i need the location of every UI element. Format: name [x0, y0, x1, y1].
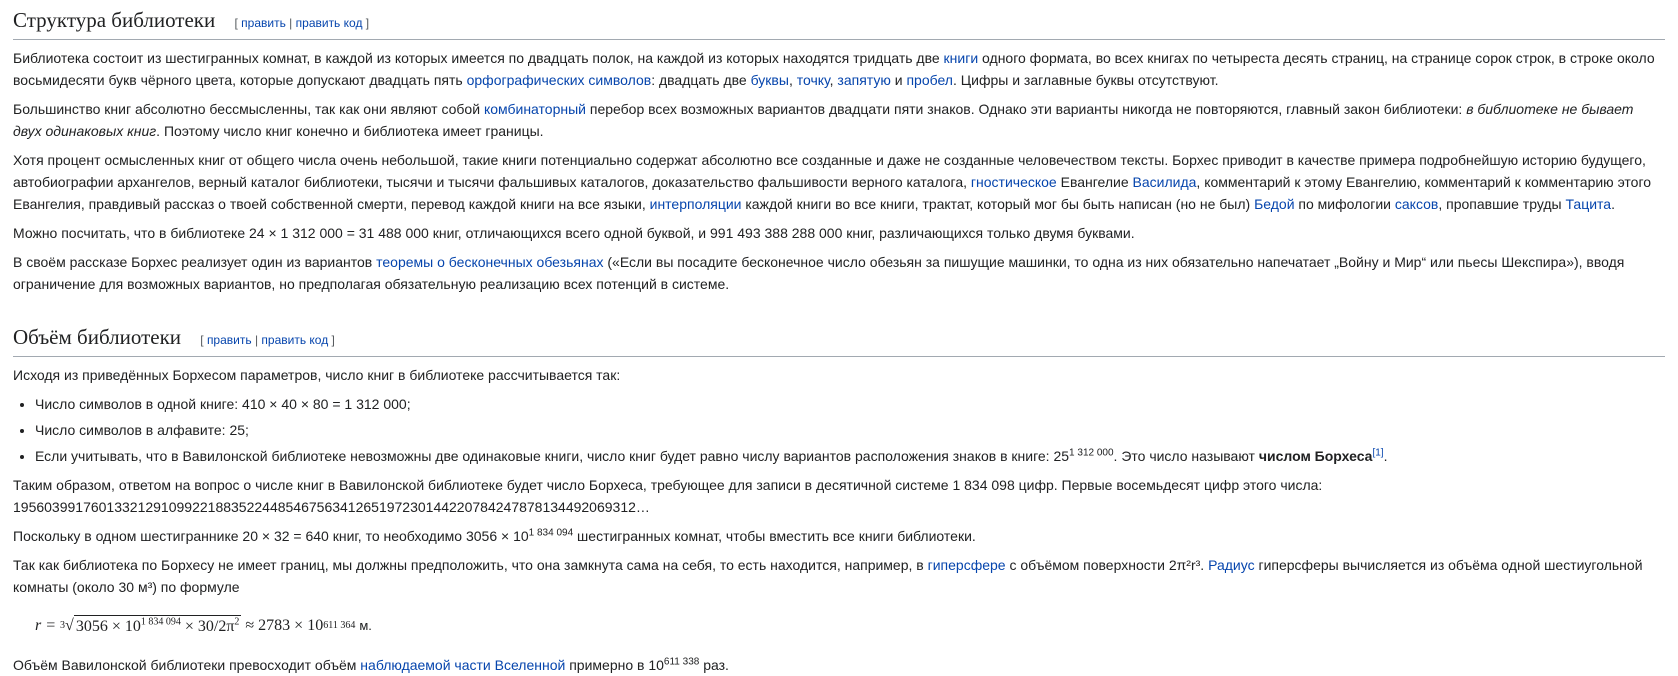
link-radius[interactable]: Радиус: [1208, 557, 1255, 573]
section-title: Структура библиотеки: [13, 8, 216, 32]
link-comma[interactable]: запятую: [837, 72, 891, 88]
text: Поскольку в одном шестиграннике 20 × 32 = 640 книг, то необходимо 3056 × 10: [13, 528, 529, 544]
text: В своём рассказе Борхес реализует один из вариантов: [13, 254, 377, 270]
text: ,: [788, 72, 797, 88]
text: , пропавшие труды: [1438, 196, 1566, 212]
radicand: [74, 615, 242, 638]
paragraph: [13, 554, 1665, 598]
edit-link[interactable]: править: [241, 16, 286, 30]
text: («Если вы посадите бесконечное число обезьян за пишущие машинки, то одна из них обязательно напечатает „Войну и Мир“ или пьесы Шекспира»), вводя ограничение для возможных вариантов, но предполагая обязательную реализацию всех потенций в системе.: [13, 254, 1625, 292]
text: 3056 × 10: [75, 617, 141, 635]
link-combinatorial[interactable]: комбинаторный: [483, 101, 586, 117]
text: перебор всех возможных вариантов двадцати пяти знаков. Однако эти варианты никогда не повторяются, главный закон библиотеки:: [585, 101, 1467, 117]
exponent: 1 834 094: [528, 527, 574, 539]
section-heading-structure: [13, 0, 1665, 40]
link-tacitus[interactable]: Тацита: [1565, 196, 1612, 212]
root-sign: √: [65, 617, 74, 634]
reference-link[interactable]: [1]: [1372, 447, 1384, 459]
section-title: Объём библиотеки: [13, 325, 182, 349]
text: Хотя процент осмысленных книг от общего числа очень небольшой, такие книги потенциально содержат абсолютно все созданные и даже не созданные человечеством тексты. Борхес приводит в качестве примера подробнейшую историю будущего, автобиографии архангелов, верный каталог библиотеки, тысячи и тысячи фальшивых каталогов, доказательство фальшивости верного каталога,: [13, 152, 1646, 190]
text: раз.: [699, 657, 729, 673]
text: каждой книги во все книги, трактат, который мог бы быть написан (но не был): [741, 196, 1255, 212]
link-observable-universe[interactable]: наблюдаемой части Вселенной: [360, 657, 566, 673]
text: одного формата, во всех книгах по четыреста десять страниц, на странице сорок строк, в строке около восьмидесяти букв чёрного цвета, которые допускают двадцать пять: [13, 50, 1655, 88]
exponent: 2: [234, 616, 240, 628]
text: ,: [829, 72, 838, 88]
text: , комментарий к этому Евангелию, комментарий к комментарию этого Евангелия, правдивый рассказ о твоей собственной смерти, перевод каждой книги на все языки,: [13, 174, 1652, 212]
text: : двадцать две: [651, 72, 751, 88]
text: . Это число называют: [1113, 448, 1259, 464]
link-ortho[interactable]: орфографических символов: [466, 72, 652, 88]
exponent: 1 834 094: [140, 616, 181, 628]
paragraph: Таким образом, ответом на вопрос о числе книг в Вавилонской библиотеке будет число Борхеса, требующее для записи в десятичной системе 1 834 098 цифр. Первые восемьдесят цифр этого числа: 1956039917601332129109922188352244854675634126519723014422078424787813449206931​2…: [13, 477, 1323, 515]
paragraph: Можно посчитать, что в библиотеке 24 × 1 312 000 = 31 488 000 книг, отличающихся всего одной буквой, и 991 493 388 288 000 книг, различающихся только двумя буквами.: [13, 225, 1135, 241]
link-dot[interactable]: точку: [796, 72, 830, 88]
list-item: • Число символов в одной книге: 410 × 40 × 80 = 1 312 000;: [35, 393, 1665, 415]
text: Библиотека состоит из шестигранных комнат, в каждой из которых имеется по двадцать полок, на каждой из которых находятся тридцать две: [13, 50, 944, 66]
section-heading-volume: [13, 317, 1665, 357]
paragraph: [13, 47, 1665, 91]
link-saxons[interactable]: саксов: [1394, 196, 1439, 212]
link-gnostic[interactable]: гностическое: [970, 174, 1057, 190]
text: и: [890, 72, 907, 88]
text: Объём Вавилонской библиотеки превосходит объём: [13, 657, 361, 673]
edit-link[interactable]: править: [206, 333, 252, 347]
text: с объёмом поверхности 2π²r³.: [1005, 557, 1209, 573]
text: по мифологии: [1294, 196, 1395, 212]
edit-section: [ править | править код ]: [234, 16, 370, 30]
paragraph: [13, 149, 1665, 215]
text: Если учитывать, что в Вавилонской библиотеке невозможны две одинаковые книги, число книг будет равно числу вариантов расположения знаков в книге: 25: [35, 448, 1070, 464]
text: .: [1611, 196, 1615, 212]
text: .: [1383, 448, 1388, 464]
link-books[interactable]: книги: [943, 50, 979, 66]
paragraph: [13, 98, 1665, 142]
paragraph: [13, 251, 1665, 295]
edit-section: [ править | править код ]: [200, 333, 335, 347]
text: . Поэтому число книг конечно и библиотека имеет границы.: [156, 123, 544, 139]
text: ≈ 2783 × 10: [245, 617, 324, 634]
exponent: 611 338: [663, 656, 700, 668]
edit-code-link[interactable]: править код: [295, 16, 363, 30]
italic-text: в библиотеке не бывает двух одинаковых книг: [13, 101, 1634, 139]
paragraph: Исходя из приведённых Борхесом параметров, число книг в библиотеке рассчитывается так:: [13, 367, 621, 383]
text: . Цифры и заглавные буквы отсутствуют.: [952, 72, 1219, 88]
paragraph: [13, 525, 1665, 547]
link-letters[interactable]: буквы: [750, 72, 789, 88]
list-item: • Число символов в алфавите: 25;: [35, 419, 1665, 441]
edit-code-link[interactable]: править код: [261, 333, 329, 347]
text: шестигранных комнат, чтобы вместить все книги библиотеки.: [573, 528, 976, 544]
text: примерно в 10: [565, 657, 664, 673]
formula-lhs: r =: [35, 617, 57, 634]
text: гиперсферы вычисляется из объёма одной шестиугольной комнаты (около 30 м³) по формуле: [13, 557, 1643, 595]
link-infinite-monkey[interactable]: теоремы о бесконечных обезьянах: [376, 254, 604, 270]
calc-list: [13, 393, 1665, 467]
text: Так как библиотека по Борхесу не имеет границ, мы должны предположить, что она замкнута сама на себя, то есть находится, например, в: [13, 557, 928, 573]
bold-term: числом Борхеса: [1258, 448, 1373, 464]
radius-formula: r = 3 √ $3056 \times 10^{1 834 094} \times 30/2\pi^2$ ≈ 2783 × 10 611 364 м.: [13, 605, 1665, 647]
text: Большинство книг абсолютно бессмысленны, так как они являют собой: [13, 101, 484, 117]
link-basilides[interactable]: Василида: [1132, 174, 1197, 190]
link-space[interactable]: пробел: [906, 72, 953, 88]
list-item: [35, 445, 1665, 467]
exponent: 1 312 000: [1069, 447, 1114, 459]
text: × 30/2π: [180, 617, 235, 635]
unit: м.: [359, 618, 372, 633]
link-hypersphere[interactable]: гиперсфере: [927, 557, 1006, 573]
link-interpolation[interactable]: интерполяции: [649, 196, 742, 212]
paragraph: [13, 654, 1665, 676]
text: Евангелие: [1056, 174, 1133, 190]
link-bede[interactable]: Бедой: [1254, 196, 1295, 212]
